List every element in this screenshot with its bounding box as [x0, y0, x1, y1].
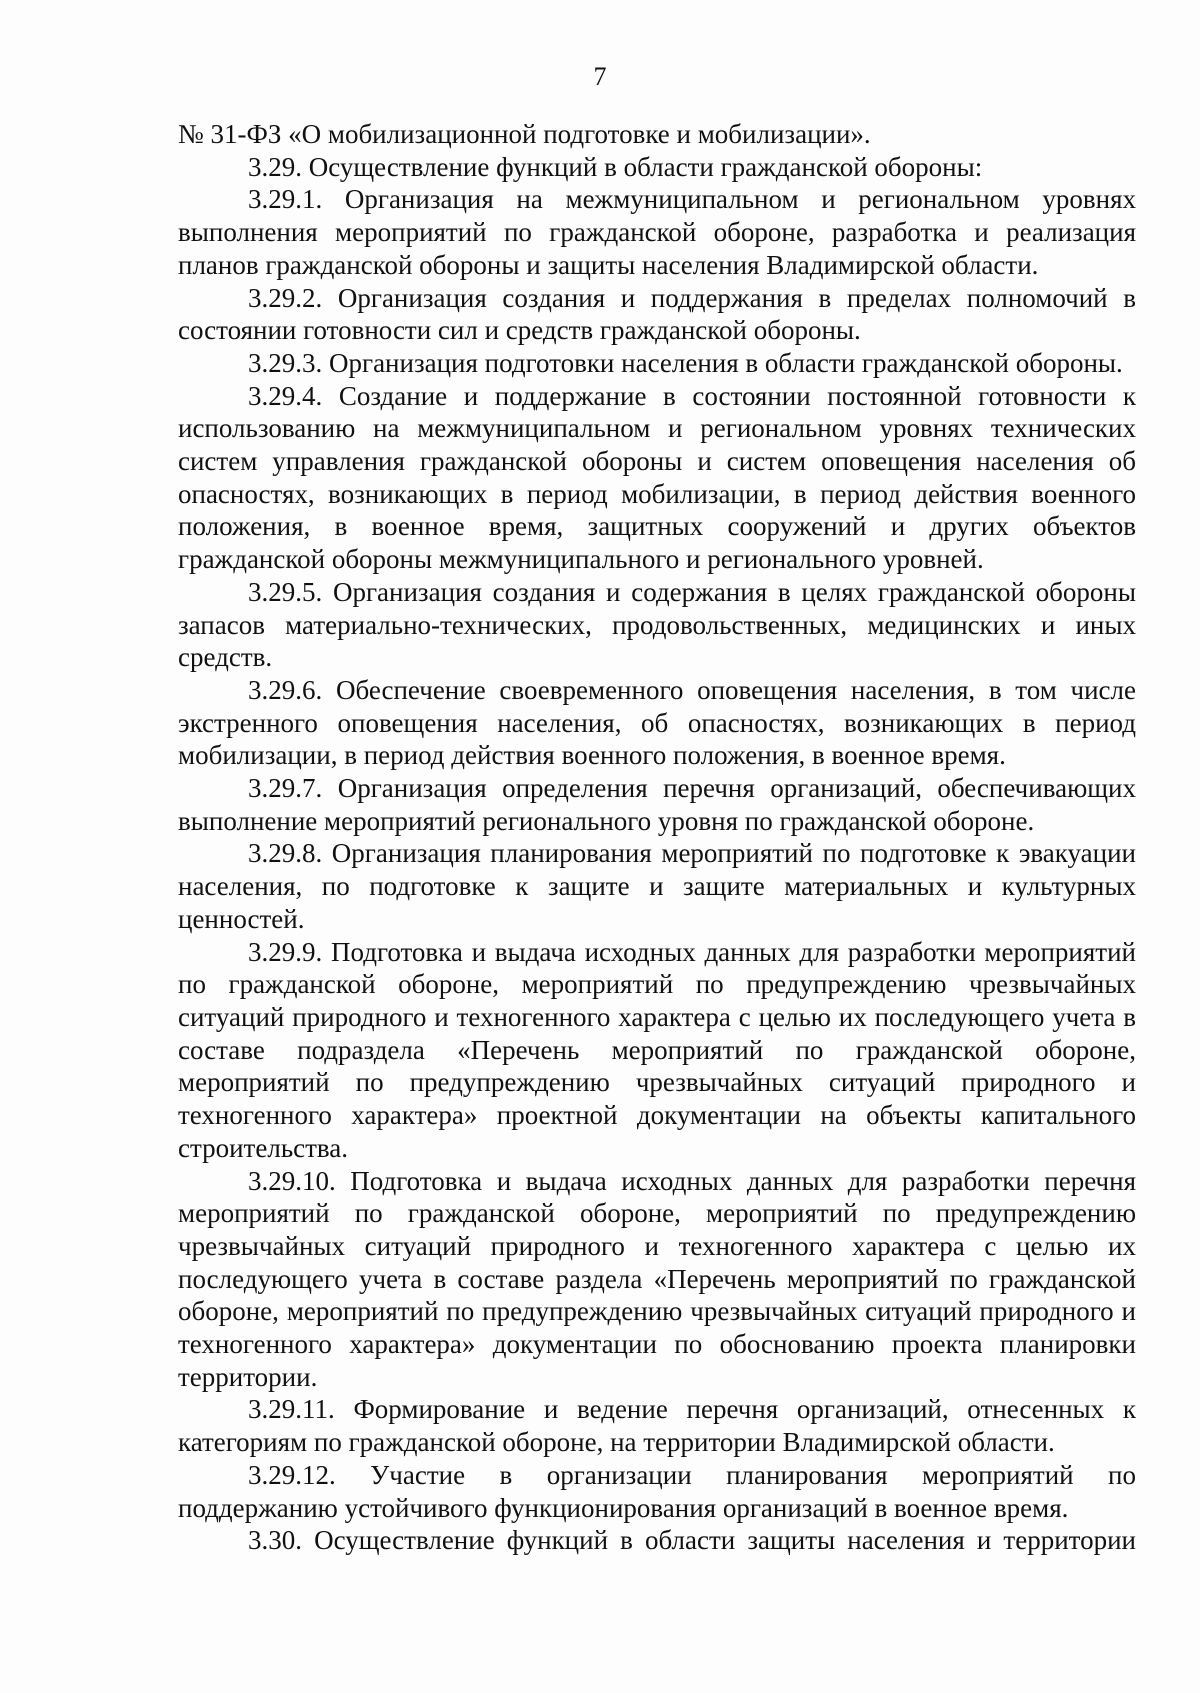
document-body	[178, 118, 1136, 1557]
paragraph-3-29-1: 3.29.1. Организация на межмуниципальном и региональном уровнях выполнения мероприятий по гражданской обороне, разработка и реализация планов гражданской обороны и защиты населения Владимирской области.	[178, 184, 1136, 280]
page-number: 7	[593, 62, 607, 91]
paragraph-3-29-3: 3.29.3. Организация подготовки населения в области гражданской обороны.	[248, 347, 1123, 378]
paragraph-law-reference: № 31-ФЗ «О мобилизационной подготовке и мобилизации».	[178, 119, 871, 149]
paragraph-3-29-2: 3.29.2. Организация создания и поддержания в пределах полномочий в состоянии готовности сил и средств гражданской обороны.	[178, 282, 1136, 346]
paragraph-3-29-11: 3.29.11. Формирование и ведение перечня организаций, отнесенных к категориям по гражданской обороне, на территории Владимирской области.	[178, 1394, 1136, 1458]
paragraph-3-29-8: 3.29.8. Организация планирования мероприятий по подготовке к эвакуации населения, по подготовке к защите и защите материальных и культурных ценностей.	[178, 838, 1136, 934]
paragraph-3-29-7: 3.29.7. Организация определения перечня организаций, обеспечивающих выполнение мероприятий регионального уровня по гражданской обороне.	[178, 773, 1136, 836]
paragraph-3-29-6: 3.29.6. Обеспечение своевременного оповещения населения, в том числе экстренного оповещения населения, об опасностях, возникающих в период мобилизации, в период действия военного положения, в военное время.	[178, 674, 1136, 771]
paragraph-3-29: 3.29. Осуществление функций в области гражданской обороны:	[248, 151, 983, 182]
paragraph-3-29-5: 3.29.5. Организация создания и содержания в целях гражданской обороны запасов материально-технических, продовольственных, медицинских и иных средств.	[178, 576, 1136, 673]
paragraph-3-30: 3.30. Осуществление функций в области защиты населения и территории	[248, 1525, 1136, 1556]
paragraph-3-29-12: 3.29.12. Участие в организации планирования мероприятий по поддержанию устойчивого функционирования организаций в военное время.	[178, 1459, 1136, 1523]
paragraph-3-29-9: 3.29.9. Подготовка и выдача исходных данных для разработки мероприятий по гражданской обороне, мероприятий по предупреждению чрезвычайных ситуаций природного и техногенного характера с целью их последующего учета в составе подраздела «Перечень мероприятий по гражданской обороне, мероприятий по предупреждению чрезвычайных ситуаций природного и техногенного характера» проектной документации на объекты капитального строительства.	[178, 936, 1136, 1163]
paragraph-3-29-10: 3.29.10. Подготовка и выдача исходных данных для разработки перечня мероприятий по гражданской обороне, мероприятий по предупреждению чрезвычайных ситуаций природного и техногенного характера с целью их последующего учета в составе раздела «Перечень мероприятий по гражданской обороне, мероприятий по предупреждению чрезвычайных ситуаций природного и техногенного характера» документации по обоснованию проекта планировки территории.	[178, 1165, 1136, 1392]
paragraph-3-29-4: 3.29.4. Создание и поддержание в состоянии постоянной готовности к использованию на межмуниципальном и региональном уровнях технических систем управления гражданской обороны и систем оповещения населения об опасностях, возникающих в период мобилизации, в период действия военного положения, в военное время, защитных сооружений и других объектов гражданской обороны межмуниципального и регионального уровней.	[178, 380, 1136, 575]
